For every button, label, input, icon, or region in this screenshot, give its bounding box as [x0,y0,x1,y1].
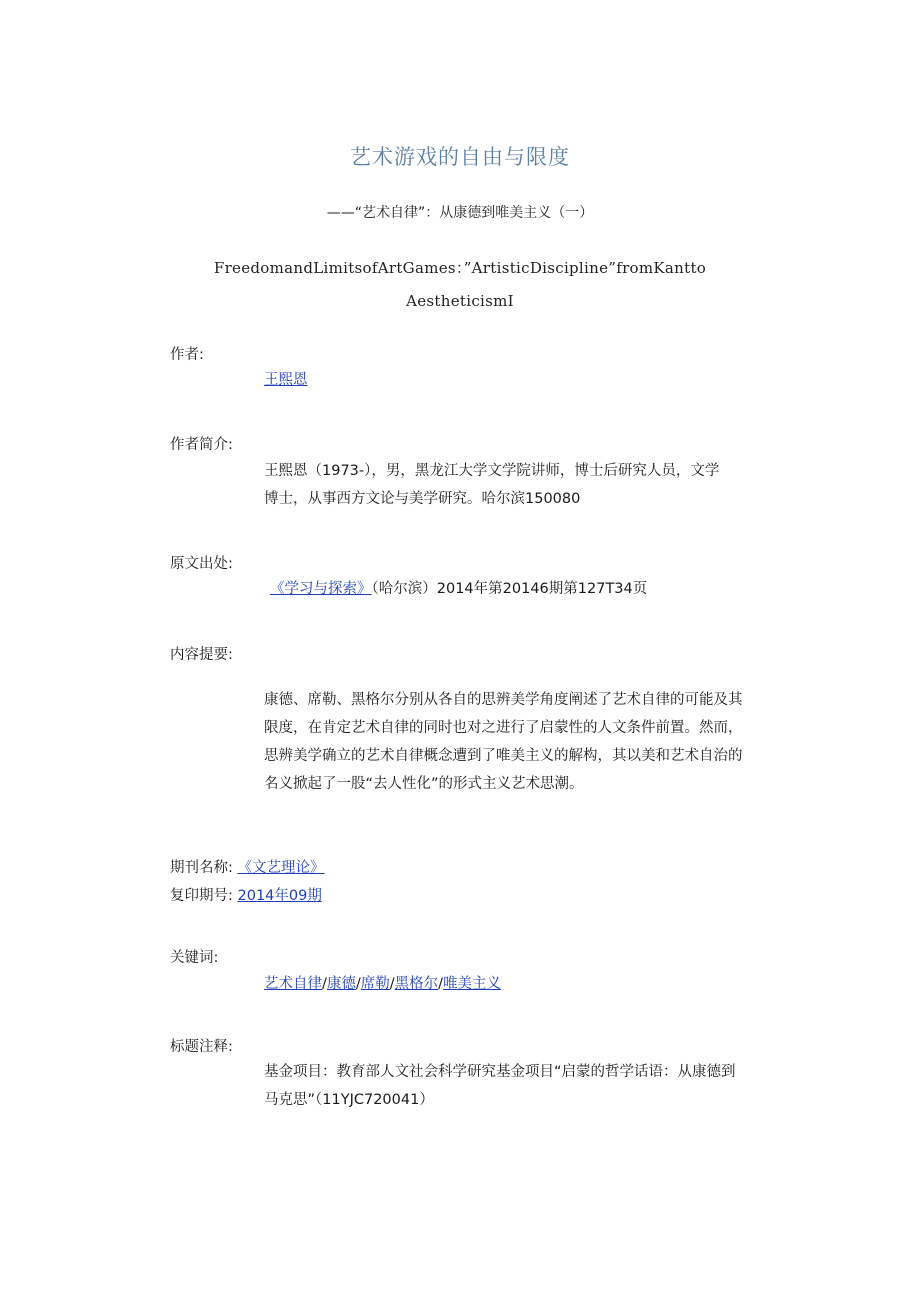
title-note [264,1058,784,1114]
title-note-label: 标题注释: [170,1039,233,1055]
keyword-link[interactable]: 唯美主义 [443,976,502,992]
title-note-line1: 基金项目：教育部人文社会科学研究基金项目“启蒙的哲学话语：从康德到 [264,1064,736,1080]
journal-row [170,856,325,877]
abstract-line1: 康德、席勒、黑格尔分别从各自的思辨美学角度阐述了艺术自律的可能及其 [264,692,743,708]
keyword-link[interactable]: 席勒 [360,976,390,992]
english-title-line2: AestheticismI [406,292,514,310]
abstract-line3: 思辨美学确立的艺术自律概念遭到了唯美主义的解构，其以美和艺术自治的 [264,748,743,764]
english-title-line1: FreedomandLimitsofArtGames：”ArtisticDiscipline”fromKantto [213,259,707,277]
abstract-text [264,686,784,798]
reprint-link[interactable]: 2014年09期 [237,888,322,904]
reprint-label: 复印期号: [170,888,233,904]
english-title [160,252,760,318]
article-title: 艺术游戏的自由与限度 [350,145,570,169]
keyword-separator: / [322,976,327,992]
author-bio-label: 作者简介: [170,437,233,453]
reprint-row [170,884,322,905]
keyword-separator: / [438,976,444,992]
abstract-line4: 名义掀起了一股“去人性化”的形式主义艺术思潮。 [264,776,584,792]
journal-link[interactable]: 《文艺理论》 [237,860,325,876]
keyword-separator: / [355,976,361,992]
keyword-link[interactable]: 康德 [326,976,356,992]
journal-label: 期刊名称: [170,860,233,876]
source-detail: （哈尔滨）2014年第20146期第127T34页 [371,581,648,597]
source-block [270,575,790,603]
keyword-separator: / [389,976,395,992]
abstract-line2: 限度，在肯定艺术自律的同时也对之进行了启蒙性的人文条件前置。然而， [264,720,743,736]
abstract-label: 内容提要: [170,647,233,663]
keyword-link[interactable]: 艺术自律 [264,976,322,992]
title-note-line2: 马克思”（11YJC720041） [264,1092,434,1108]
keywords-list [264,970,784,998]
source-label: 原文出处: [170,556,233,572]
author-block [264,366,784,394]
keywords-label: 关键词: [170,950,219,966]
author-label: 作者: [170,347,204,363]
author-bio-line1: 王熙恩（1973-），男，黑龙江大学文学院讲师，博士后研究人员，文学 [264,463,720,479]
author-bio-line2: 博士，从事西方文论与美学研究。哈尔滨150080 [264,491,581,507]
author-bio [264,457,784,513]
keyword-link[interactable]: 黑格尔 [394,976,439,992]
source-journal-link[interactable]: 《学习与探索》 [270,581,372,597]
article-subtitle: ——“艺术自律”：从康德到唯美主义（一） [326,205,594,221]
author-link[interactable]: 王熙恩 [264,372,308,388]
